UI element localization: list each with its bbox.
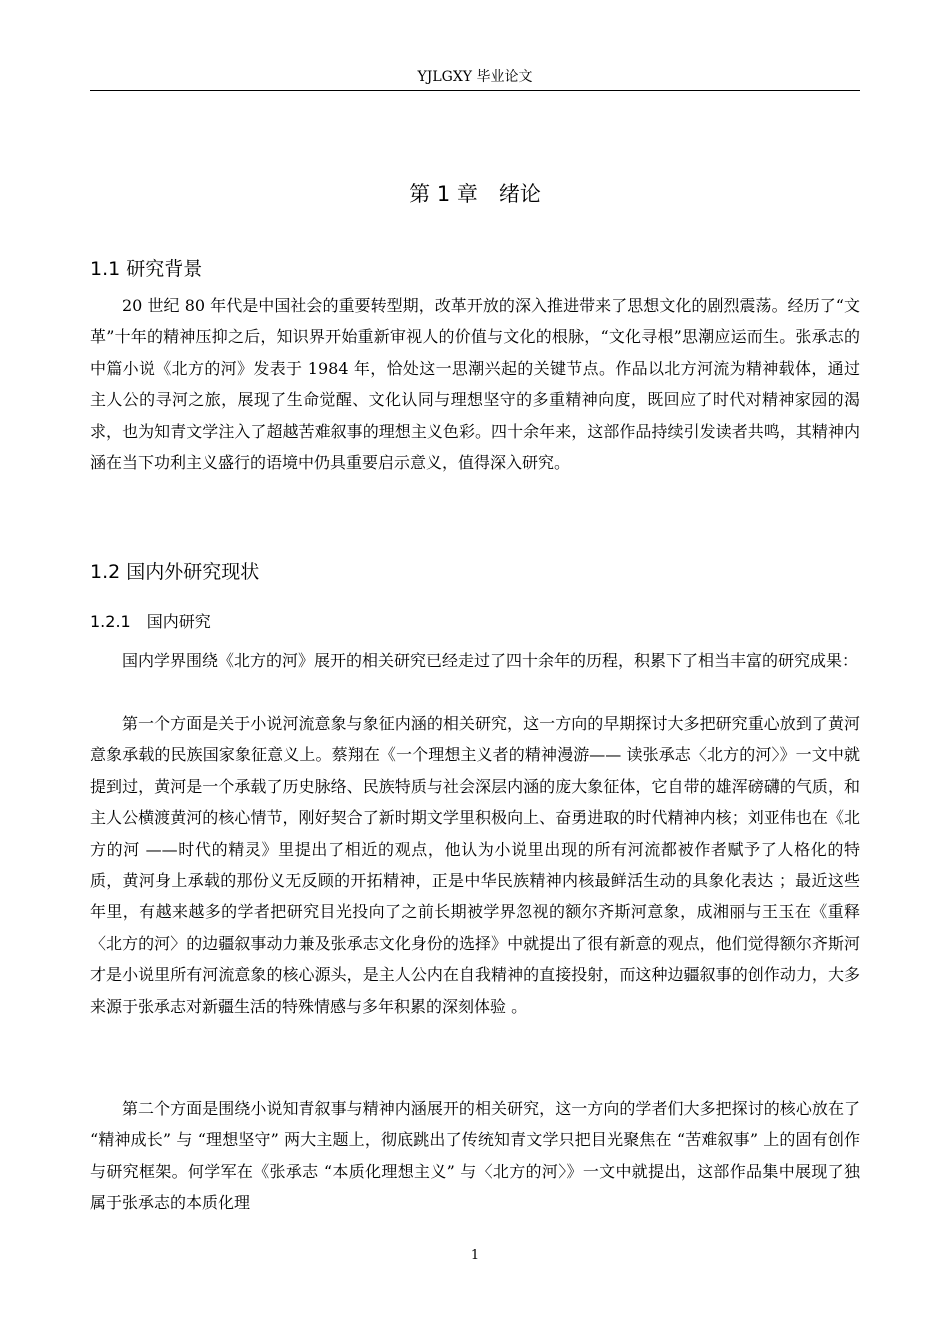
subsection-heading-1-2-1: 1.2.1 国内研究 bbox=[90, 612, 211, 631]
section-heading-1-2: 1.2 国内外研究现状 bbox=[90, 561, 260, 583]
running-header: YJLGXY 毕业论文 bbox=[417, 69, 533, 85]
section-heading-1-1: 1.1 研究背景 bbox=[90, 258, 203, 280]
paragraph-zhiqing-narrative: 第二个方面是围绕小说知青叙事与精神内涵展开的相关研究，这一方向的学者们大多把探讨的核心放在了 “精神成长” 与 “理想坚守” 两大主题上，彻底跳出了传统知青文学只把目光聚焦在 “苦难叙事” 上的固有创作与研究框架。何学军在《张承志 “本质化理想主义” 与〈北方的河〉》一文中就提出，这部作品集中展现了独属于张承志的本质化理 bbox=[90, 1099, 860, 1213]
page-number: 1 bbox=[470, 1248, 480, 1263]
chapter-title: 第 1 章 绪论 bbox=[409, 182, 541, 206]
paragraph-domestic-intro: 国内学界围绕《北方的河》展开的相关研究已经走过了四十余年的历程，积累下了相当丰富的研究成果： bbox=[122, 651, 859, 670]
paragraph-research-background: 20 世纪 80 年代是中国社会的重要转型期，改革开放的深入推进带来了思想文化的剧烈震荡。经历了“文革”十年的精神压抑之后，知识界开始重新审视人的价值与文化的根脉，“文化寻根”思潮应运而生。张承志的中篇小说《北方的河》发表于 1984 年，恰处这一思潮兴起的关键节点。作品以北方河流为精神载体，通过主人公的寻河之旅，展现了生命觉醒、文化认同与理想坚守的多重精神向度，既回应了时代对精神家园的渴求，也为知青文学注入了超越苦难叙事的理想主义色彩。四十余年来，这部作品持续引发读者共鸣，其精神内涵在当下功利主义盛行的语境中仍具重要启示意义，值得深入研究。 bbox=[90, 296, 860, 473]
paragraph-river-imagery: 第一个方面是关于小说河流意象与象征内涵的相关研究，这一方向的早期探讨大多把研究重心放到了黄河意象承载的民族国家象征意义上。蔡翔在《一个理想主义者的精神漫游—— 读张承志〈北方的河〉》一文中就提到过，黄河是一个承载了历史脉络、民族特质与社会深层内涵的庞大象征体，它自带的雄浑磅礴的气质，和主人公横渡黄河的核心情节，刚好契合了新时期文学里积极向上、奋勇进取的时代精神内核；刘亚伟也在《北方的河 ——时代的精灵》里提出了相近的观点，他认为小说里出现的所有河流都被作者赋予了人格化的特质，黄河身上承载的那份义无反顾的开拓精神，正是中华民族精神内核最鲜活生动的具象化表达 ；最近这些年里，有越来越多的学者把研究目光投向了之前长期被学界忽视的额尔齐斯河意象，成湘丽与王玉在《重释〈北方的河〉的边疆叙事动力兼及张承志文化身份的选择》中就提出了很有新意的观点，他们觉得额尔齐斯河才是小说里所有河流意象的核心源头，是主人公内在自我精神的直接投射，而这种边疆叙事的创作动力，大多来源于张承志对新疆生活的特殊情感与多年积累的深刻体验 。 bbox=[90, 714, 860, 1016]
header-divider bbox=[90, 90, 860, 91]
